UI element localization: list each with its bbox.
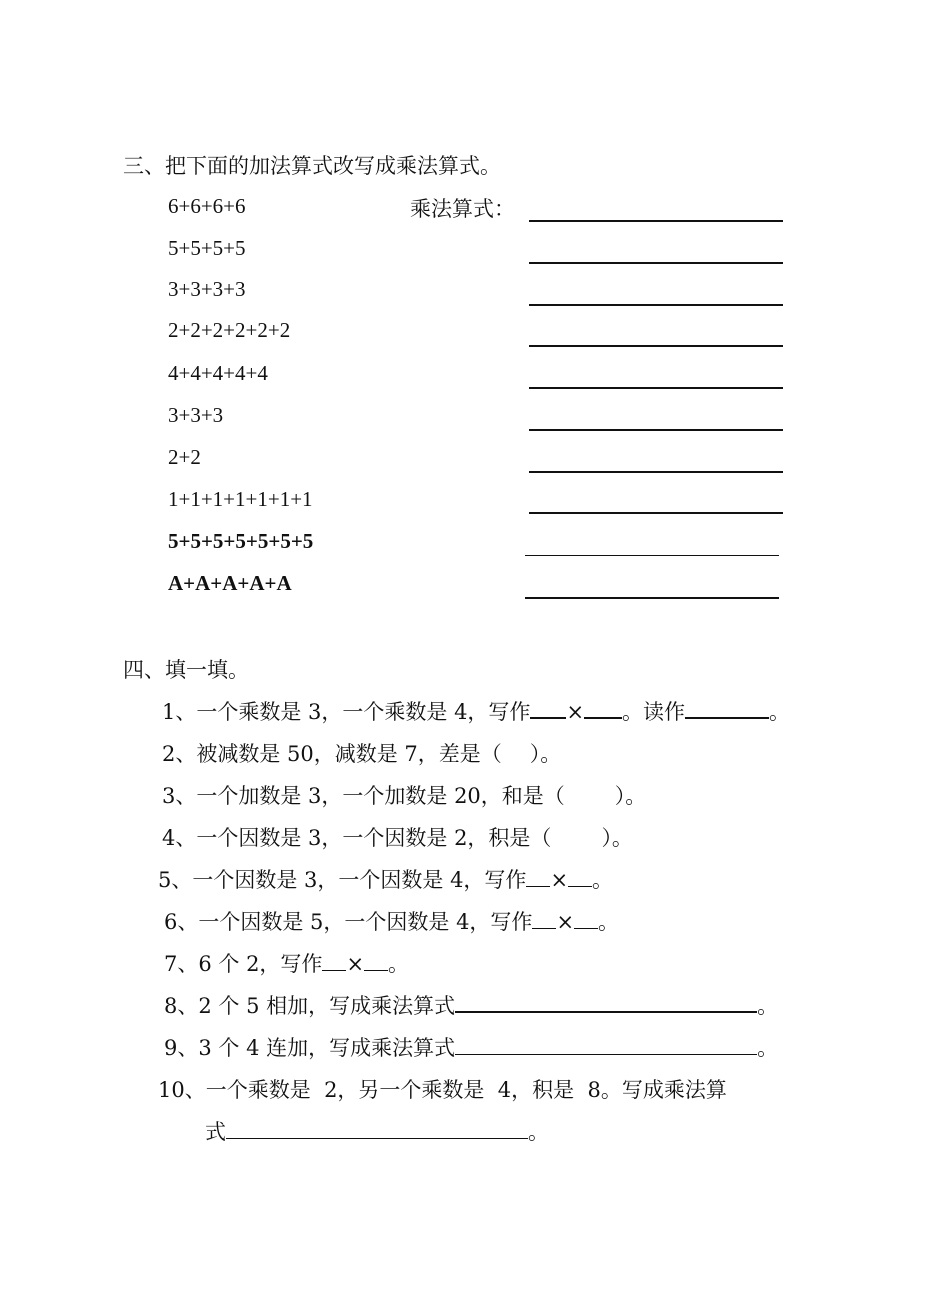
answer-line-7[interactable] xyxy=(529,471,783,473)
q5-text: 5、一个因数是 3，一个因数是 4，写作 xyxy=(158,868,527,892)
expression-8: 1+1+1+1+1+1+1 xyxy=(168,487,313,511)
times-sign: × xyxy=(566,700,585,724)
answer-line-9[interactable] xyxy=(525,555,779,556)
q2-text: 2、被减数是 50，减数是 7，差是（ xyxy=(162,742,502,766)
q1-read-label: 。读作 xyxy=(622,700,686,724)
q1-blank-read[interactable] xyxy=(685,697,769,719)
question-3 xyxy=(162,780,646,810)
q6-blank-a[interactable] xyxy=(532,908,556,929)
q5-blank-a[interactable] xyxy=(526,866,550,887)
question-5 xyxy=(158,864,613,894)
answer-line-3[interactable] xyxy=(529,304,783,306)
expression-3: 3+3+3+3 xyxy=(168,277,246,301)
question-7 xyxy=(164,948,409,978)
answer-line-10[interactable] xyxy=(525,597,779,599)
q5-blank-b[interactable] xyxy=(568,866,592,887)
question-6 xyxy=(164,906,619,936)
answer-line-1[interactable] xyxy=(529,220,783,222)
q10-blank[interactable] xyxy=(226,1118,528,1139)
question-1 xyxy=(162,696,790,726)
q1-blank-a[interactable] xyxy=(530,697,566,719)
section4-title: 四、填一填。 xyxy=(123,658,249,682)
answer-line-8[interactable] xyxy=(529,512,783,514)
answer-line-2[interactable] xyxy=(529,262,783,264)
question-4 xyxy=(162,822,633,852)
answer-line-6[interactable] xyxy=(529,429,783,431)
times-sign: × xyxy=(346,952,365,976)
q1-end: 。 xyxy=(769,700,791,724)
q3-text: 3、一个加数是 3，一个加数是 20，和是（ xyxy=(162,784,565,808)
question-10-line1: 10、一个乘数是 2，另一个乘数是 4，积是 8。写成乘法算 xyxy=(158,1078,727,1102)
q4-text: 4、一个因数是 3，一个因数是 2，积是（ xyxy=(162,826,552,850)
q1-blank-b[interactable] xyxy=(584,697,622,719)
question-10-line2 xyxy=(205,1116,549,1146)
answer-line-5[interactable] xyxy=(529,387,783,389)
q5-end: 。 xyxy=(592,868,614,892)
q9-end: 。 xyxy=(757,1036,779,1060)
q9-blank[interactable] xyxy=(455,1034,757,1055)
answer-line-4[interactable] xyxy=(529,345,783,347)
times-sign: × xyxy=(556,910,575,934)
q9-text: 9、3 个 4 连加，写成乘法算式 xyxy=(164,1036,456,1060)
q3-end: ）。 xyxy=(614,784,647,808)
section3-title: 三、把下面的加法算式改写成乘法算式。 xyxy=(123,154,501,178)
answer-label: 乘法算式： xyxy=(410,197,515,221)
q10-text: 式 xyxy=(205,1120,226,1144)
expression-4: 2+2+2+2+2+2 xyxy=(168,318,291,342)
expression-6: 3+3+3 xyxy=(168,403,224,427)
expression-1: 6+6+6+6 xyxy=(168,194,246,218)
times-sign: × xyxy=(550,868,569,892)
q7-blank-b[interactable] xyxy=(364,950,388,971)
q6-end: 。 xyxy=(598,910,620,934)
q4-end: ）。 xyxy=(601,826,633,850)
expression-2: 5+5+5+5 xyxy=(168,236,246,260)
q1-text: 1、一个乘数是 3，一个乘数是 4，写作 xyxy=(162,700,531,724)
expression-9: 5+5+5+5+5+5+5 xyxy=(168,529,314,553)
q10-end: 。 xyxy=(528,1120,549,1144)
q6-blank-b[interactable] xyxy=(574,908,598,929)
question-8 xyxy=(164,990,778,1020)
expression-10: A+A+A+A+A xyxy=(168,571,292,595)
q7-end: 。 xyxy=(388,952,410,976)
q8-blank[interactable] xyxy=(455,991,757,1013)
expression-5: 4+4+4+4+4 xyxy=(168,361,268,385)
question-9 xyxy=(164,1032,778,1062)
q2-end: ）。 xyxy=(529,742,562,766)
q8-text: 8、2 个 5 相加，写成乘法算式 xyxy=(164,994,456,1018)
q6-text: 6、一个因数是 5，一个因数是 4，写作 xyxy=(164,910,533,934)
expression-7: 2+2 xyxy=(168,445,201,469)
q7-blank-a[interactable] xyxy=(322,950,346,971)
q8-end: 。 xyxy=(757,994,779,1018)
q7-text: 7、6 个 2，写作 xyxy=(164,952,323,976)
question-2 xyxy=(162,738,561,768)
